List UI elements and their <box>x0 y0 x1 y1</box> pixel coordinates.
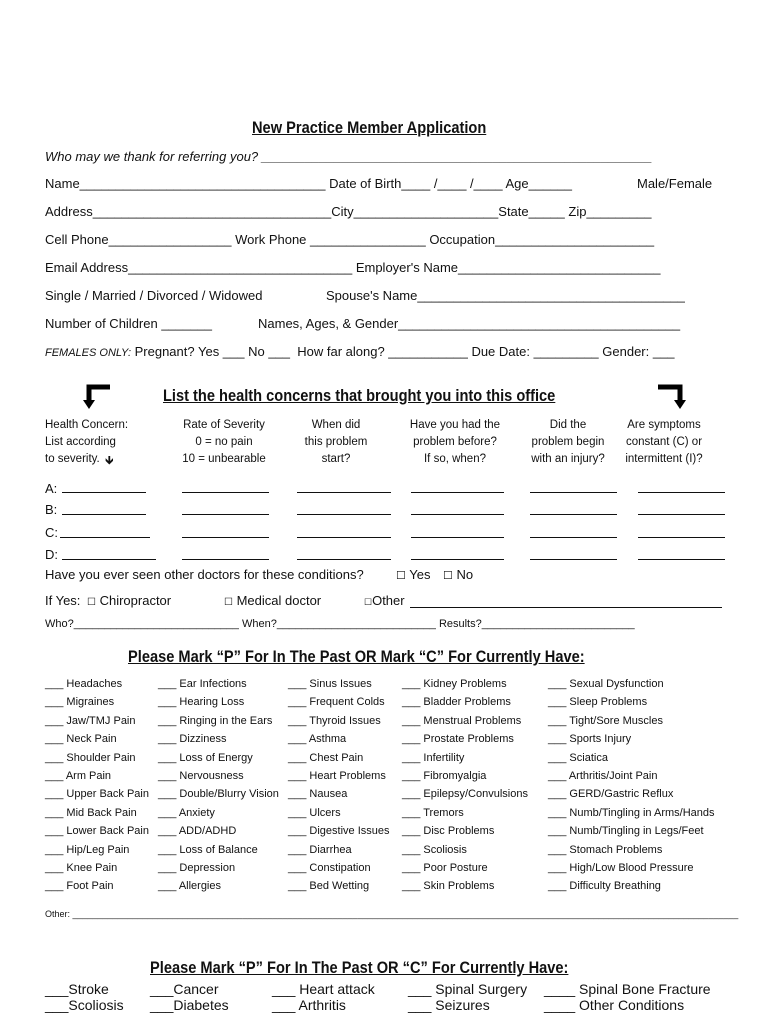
condition-item[interactable] <box>45 696 114 708</box>
family-arthritis[interactable]: ___ Arthritis <box>272 997 346 1013</box>
condition-blank[interactable]: ___ <box>158 788 180 801</box>
constant-c-input[interactable] <box>638 537 725 538</box>
condition-item[interactable] <box>158 770 244 782</box>
condition-blank[interactable]: ___ <box>158 678 180 690</box>
condition-blank[interactable]: ___ <box>158 733 180 746</box>
condition-label: Chest Pain <box>309 751 364 764</box>
condition-item[interactable] <box>288 733 346 745</box>
females-only-row[interactable] <box>45 344 675 359</box>
condition-label: Hip/Leg Pain <box>66 843 130 856</box>
condition-blank[interactable]: ___ <box>402 696 424 709</box>
condition-item[interactable] <box>548 862 694 874</box>
condition-label: Difficulty Breathing <box>569 880 661 893</box>
other-conditions-field[interactable]: Other: _____________________________________________________________________________________________________________________________________ <box>45 909 739 919</box>
condition-label: Tight/Sore Muscles <box>569 714 663 727</box>
condition-label: Sinus Issues <box>309 678 372 690</box>
condition-label: Knee Pain <box>66 862 118 874</box>
condition-item[interactable] <box>402 770 486 782</box>
condition-item[interactable] <box>288 752 363 764</box>
other-option[interactable] <box>364 593 405 608</box>
condition-label: Digestive Issues <box>309 825 390 838</box>
condition-blank[interactable]: ___ <box>548 788 570 801</box>
condition-item[interactable] <box>158 825 236 837</box>
condition-blank[interactable]: ___ <box>548 806 570 819</box>
condition-label: Dizziness <box>179 733 227 746</box>
condition-label: Bladder Problems <box>423 696 511 709</box>
header-health-concern-text: Health Concern: List according to severity. <box>45 419 129 465</box>
condition-label: Arthritis/Joint Pain <box>568 770 658 782</box>
condition-blank[interactable]: ___ <box>288 770 310 782</box>
before-d-input[interactable] <box>411 559 504 560</box>
condition-blank[interactable]: ___ <box>288 788 310 801</box>
start-b-input[interactable] <box>297 514 391 515</box>
condition-label: Mid Back Pain <box>66 806 137 819</box>
checkbox-icon[interactable]: ☐ <box>224 597 233 608</box>
condition-blank[interactable]: ___ <box>158 862 180 874</box>
arrow-down-right-icon <box>656 384 688 410</box>
referral-field[interactable]: Who may we thank for referring you? ______________________________________________________ <box>45 149 653 164</box>
condition-blank[interactable]: ___ <box>45 751 67 764</box>
row-label-a: A: <box>45 481 58 496</box>
condition-item[interactable] <box>402 752 464 764</box>
condition-item[interactable] <box>288 844 352 856</box>
seen-other-yes[interactable] <box>396 567 430 582</box>
condition-blank[interactable]: ___ <box>402 788 424 801</box>
no-label: No <box>456 567 474 582</box>
condition-blank[interactable]: ___ <box>45 696 67 709</box>
condition-label: ADD/ADHD <box>178 825 237 838</box>
condition-label: Nervousness <box>179 770 244 782</box>
constant-d-input[interactable] <box>638 559 725 560</box>
condition-label: Epilepsy/Convulsions <box>423 788 528 801</box>
females-only-label: FEMALES ONLY: <box>45 347 131 359</box>
condition-label: Disc Problems <box>423 825 495 838</box>
condition-blank[interactable]: ___ <box>288 733 309 746</box>
condition-item[interactable] <box>45 807 137 819</box>
header-constant-intermittent: Are symptoms constant (C) or intermittent (I)? <box>625 419 703 465</box>
condition-item[interactable] <box>548 844 662 856</box>
condition-blank[interactable]: ___ <box>402 751 424 764</box>
condition-label: Sleep Problems <box>569 696 648 709</box>
condition-item[interactable] <box>548 770 657 782</box>
condition-label: Arm Pain <box>65 770 112 782</box>
condition-label: Anxiety <box>178 806 215 819</box>
condition-item[interactable] <box>548 788 673 800</box>
condition-label: Stomach Problems <box>569 843 663 856</box>
condition-item[interactable] <box>402 825 494 837</box>
condition-blank[interactable]: ___ <box>158 806 179 819</box>
severity-c-input[interactable] <box>182 537 269 538</box>
constant-b-input[interactable] <box>638 514 725 515</box>
concern-d-input[interactable] <box>62 559 156 560</box>
condition-item[interactable] <box>45 752 136 764</box>
condition-blank[interactable]: ___ <box>548 733 570 746</box>
before-a-input[interactable] <box>411 492 504 493</box>
condition-blank[interactable]: ___ <box>548 678 570 690</box>
condition-blank[interactable]: ___ <box>45 880 67 893</box>
condition-item[interactable] <box>158 880 221 892</box>
condition-blank[interactable]: ___ <box>402 714 424 727</box>
condition-item[interactable] <box>45 678 122 690</box>
condition-label: Shoulder Pain <box>66 751 136 764</box>
severity-b-input[interactable] <box>182 514 269 515</box>
condition-blank[interactable]: ___ <box>548 825 570 838</box>
condition-label: GERD/Gastric Reflux <box>569 788 674 801</box>
condition-label: Loss of Balance <box>179 843 258 856</box>
header-when-start: When did this problem start? <box>304 419 368 465</box>
condition-item[interactable] <box>45 733 117 745</box>
condition-blank[interactable]: ___ <box>45 714 67 727</box>
condition-blank[interactable]: ___ <box>158 751 180 764</box>
condition-blank[interactable]: ___ <box>45 770 66 782</box>
condition-blank[interactable]: ___ <box>288 825 310 838</box>
condition-item[interactable] <box>45 770 111 782</box>
condition-item[interactable] <box>402 862 488 874</box>
header-injury: Did the problem begin with an injury? <box>531 419 605 465</box>
row-label-d: D: <box>45 547 58 562</box>
condition-label: Sciatica <box>569 751 608 764</box>
start-c-input[interactable] <box>297 537 391 538</box>
condition-blank[interactable]: ___ <box>45 862 67 874</box>
condition-label: Headaches <box>66 678 123 690</box>
condition-blank[interactable]: ___ <box>288 806 310 819</box>
condition-label: Heart Problems <box>309 770 386 782</box>
condition-item[interactable] <box>158 678 247 690</box>
condition-label: Skin Problems <box>423 880 495 893</box>
condition-blank[interactable]: ___ <box>158 696 180 709</box>
condition-item[interactable] <box>288 715 381 727</box>
condition-item[interactable] <box>402 715 521 727</box>
concern-b-input[interactable] <box>62 514 146 515</box>
checkbox-icon[interactable]: ☐ <box>87 597 96 608</box>
condition-item[interactable] <box>288 678 372 690</box>
condition-blank[interactable]: ___ <box>158 825 179 838</box>
condition-blank[interactable]: ___ <box>548 696 570 709</box>
if-yes-label: If Yes: <box>45 593 81 608</box>
condition-item[interactable] <box>402 788 528 800</box>
row-label-b: B: <box>45 502 58 517</box>
before-b-input[interactable] <box>411 514 504 515</box>
condition-blank[interactable]: ___ <box>158 714 180 727</box>
condition-blank[interactable]: ___ <box>402 843 424 856</box>
condition-item[interactable] <box>548 880 661 892</box>
medical-doctor-option[interactable] <box>224 593 321 608</box>
family-spinal-fracture[interactable]: ____ Spinal Bone Fracture <box>544 981 711 997</box>
condition-blank[interactable]: ___ <box>45 825 67 838</box>
condition-label: Nausea <box>309 788 348 801</box>
condition-label: Bed Wetting <box>309 880 370 893</box>
health-concerns-title: List the health concerns that brought you into this office <box>163 386 556 405</box>
condition-blank[interactable]: ___ <box>548 770 569 782</box>
before-c-input[interactable] <box>411 537 504 538</box>
other-doctor-input[interactable] <box>410 607 722 608</box>
condition-blank[interactable]: ___ <box>288 880 310 893</box>
condition-item[interactable] <box>45 825 149 837</box>
injury-c-input[interactable] <box>530 537 617 538</box>
condition-blank[interactable]: ___ <box>45 806 67 819</box>
condition-blank[interactable]: ___ <box>402 770 424 782</box>
condition-item[interactable] <box>158 862 235 874</box>
medical-doctor-label: Medical doctor <box>236 593 322 608</box>
condition-label: Loss of Energy <box>179 751 253 764</box>
condition-blank[interactable]: ___ <box>45 678 67 690</box>
condition-item[interactable] <box>402 807 464 819</box>
checkbox-icon[interactable]: ☐ <box>396 570 406 582</box>
condition-item[interactable] <box>158 807 215 819</box>
females-only-fields[interactable]: Pregnant? Yes ___ No ___ How far along? ___________ Due Date: _________ Gender: ___ <box>131 344 675 359</box>
condition-label: Numb/Tingling in Arms/Hands <box>569 806 715 819</box>
condition-item[interactable] <box>45 862 117 874</box>
condition-blank[interactable]: ___ <box>45 733 67 746</box>
condition-item[interactable] <box>45 844 129 856</box>
condition-item[interactable] <box>402 696 511 708</box>
condition-item[interactable] <box>288 862 371 874</box>
condition-blank[interactable]: ___ <box>288 678 310 690</box>
family-seizures[interactable]: ___ Seizures <box>408 997 490 1013</box>
condition-label: Thyroid Issues <box>309 714 381 727</box>
who-when-results-field[interactable]: Who?___________________________ When?__________________________ Results?_________________________ <box>45 618 635 630</box>
concern-c-input[interactable] <box>60 537 150 538</box>
condition-blank[interactable]: ___ <box>45 788 67 801</box>
past-current-title: Please Mark “P” For In The Past OR Mark “C” For Currently Have: <box>128 647 585 666</box>
condition-blank[interactable]: ___ <box>548 862 570 874</box>
condition-label: Depression <box>179 862 236 874</box>
family-stroke[interactable]: ___Stroke <box>45 981 109 997</box>
name-dob-age-field[interactable]: Name__________________________________ Date of Birth____ /____ /____ Age______ <box>45 176 572 191</box>
condition-label: Numb/Tingling in Legs/Feet <box>569 825 704 838</box>
severity-a-input[interactable] <box>182 492 269 493</box>
condition-label: Foot Pain <box>66 880 114 893</box>
condition-item[interactable] <box>158 733 227 745</box>
condition-blank[interactable]: ___ <box>288 696 310 709</box>
condition-item[interactable] <box>288 770 386 782</box>
condition-item[interactable] <box>402 733 514 745</box>
condition-blank[interactable]: ___ <box>158 880 179 893</box>
condition-blank[interactable]: ___ <box>288 862 310 874</box>
condition-label: Menstrual Problems <box>423 714 522 727</box>
header-severity: Rate of Severity 0 = no pain 10 = unbearable <box>182 419 266 465</box>
condition-item[interactable] <box>45 880 114 892</box>
severity-d-input[interactable] <box>182 559 269 560</box>
condition-item[interactable] <box>288 807 341 819</box>
seen-other-no[interactable] <box>443 567 473 582</box>
children-count-field[interactable]: Number of Children _______ <box>45 316 212 331</box>
injury-b-input[interactable] <box>530 514 617 515</box>
condition-blank[interactable]: ___ <box>288 843 310 856</box>
concern-a-input[interactable] <box>62 492 146 493</box>
family-scoliosis[interactable]: ___Scoliosis <box>45 997 124 1013</box>
condition-item[interactable] <box>402 678 507 690</box>
condition-blank[interactable]: ___ <box>288 751 310 764</box>
condition-label: Scoliosis <box>423 843 467 856</box>
checkbox-icon[interactable]: ☐ <box>364 597 373 607</box>
condition-blank[interactable]: ___ <box>402 825 424 838</box>
form-title: New Practice Member Application <box>252 118 487 137</box>
condition-item[interactable] <box>402 880 494 892</box>
condition-blank[interactable]: ___ <box>548 843 570 856</box>
family-cancer[interactable]: ___Cancer <box>150 981 219 997</box>
condition-item[interactable] <box>288 696 385 708</box>
family-history-title: Please Mark “P” For In The Past OR “C” For Currently Have: <box>150 958 569 977</box>
gender-field[interactable]: Male/Female <box>637 176 713 191</box>
condition-item[interactable] <box>288 880 369 892</box>
condition-label: Poor Posture <box>423 862 488 874</box>
condition-label: High/Low Blood Pressure <box>569 862 694 874</box>
condition-blank[interactable]: ___ <box>548 880 570 893</box>
condition-label: Lower Back Pain <box>66 825 149 838</box>
marital-status-field[interactable]: Single / Married / Divorced / Widowed <box>45 288 263 303</box>
other-label: Other <box>372 593 405 608</box>
condition-item[interactable] <box>402 844 467 856</box>
address-field[interactable]: Address_________________________________City____________________State_____ Zip_________ <box>45 204 652 219</box>
arrow-down-small-icon: 🡻 <box>105 453 114 467</box>
family-other-conditions[interactable]: ____ Other Conditions <box>544 997 685 1013</box>
condition-item[interactable] <box>548 807 715 819</box>
condition-item[interactable] <box>158 752 253 764</box>
condition-label: Sports Injury <box>569 733 632 746</box>
condition-blank[interactable]: ___ <box>548 714 570 727</box>
condition-item[interactable] <box>548 733 631 745</box>
yes-label: Yes <box>409 567 431 582</box>
condition-item[interactable] <box>548 825 704 837</box>
condition-blank[interactable]: ___ <box>402 880 424 893</box>
condition-blank[interactable]: ___ <box>402 733 424 746</box>
children-names-field[interactable]: Names, Ages, & Gender_______________________________________ <box>258 316 681 331</box>
injury-a-input[interactable] <box>530 492 617 493</box>
family-diabetes[interactable]: ___Diabetes <box>150 997 229 1013</box>
condition-label: Jaw/TMJ Pain <box>66 714 136 727</box>
header-health-concern <box>45 417 165 468</box>
chiropractor-label: Chiropractor <box>99 593 172 608</box>
row-label-c: C: <box>45 525 58 540</box>
condition-item[interactable] <box>548 752 608 764</box>
condition-blank[interactable]: ___ <box>158 843 180 856</box>
condition-label: Kidney Problems <box>423 678 507 690</box>
condition-blank[interactable]: ___ <box>288 714 310 727</box>
condition-label: Asthma <box>308 733 347 746</box>
condition-label: Sexual Dysfunction <box>569 678 664 690</box>
condition-label: Upper Back Pain <box>66 788 149 801</box>
condition-label: Hearing Loss <box>179 696 245 709</box>
condition-item[interactable] <box>548 696 647 708</box>
condition-label: Frequent Colds <box>309 696 385 709</box>
condition-label: Prostate Problems <box>423 733 514 746</box>
constant-a-input[interactable] <box>638 492 725 493</box>
condition-item[interactable] <box>45 788 149 800</box>
condition-label: Diarrhea <box>309 843 352 856</box>
seen-other-doctors-question: Have you ever seen other doctors for these conditions? <box>45 567 364 582</box>
condition-label: Ear Infections <box>179 678 247 690</box>
condition-label: Tremors <box>423 806 464 819</box>
condition-label: Fibromyalgia <box>423 770 487 782</box>
condition-blank[interactable]: ___ <box>158 770 180 782</box>
condition-item[interactable] <box>45 715 136 727</box>
chiropractor-option[interactable] <box>87 593 171 608</box>
spouse-name-field[interactable]: Spouse's Name_____________________________________ <box>326 288 685 303</box>
checkbox-icon[interactable]: ☐ <box>443 570 453 582</box>
condition-blank[interactable]: ___ <box>45 843 67 856</box>
condition-label: Allergies <box>178 880 221 893</box>
condition-label: Double/Blurry Vision <box>179 788 279 801</box>
condition-blank[interactable]: ___ <box>402 862 424 874</box>
condition-label: Migraines <box>66 696 115 709</box>
condition-item[interactable] <box>158 788 279 800</box>
condition-item[interactable] <box>158 844 258 856</box>
condition-blank[interactable]: ___ <box>548 751 570 764</box>
condition-item[interactable] <box>548 678 664 690</box>
header-had-before: Have you had the problem before? If so, when? <box>409 419 501 465</box>
condition-item[interactable] <box>158 715 272 727</box>
condition-label: Ringing in the Ears <box>179 714 273 727</box>
family-spinal-surgery[interactable]: ___ Spinal Surgery <box>408 981 528 997</box>
family-heart-attack[interactable]: ___ Heart attack <box>272 981 375 997</box>
condition-item[interactable] <box>158 696 244 708</box>
condition-item[interactable] <box>288 825 390 837</box>
condition-label: Infertility <box>423 751 465 764</box>
email-employer-field[interactable]: Email Address_______________________________ Employer's Name____________________________ <box>45 260 661 275</box>
condition-item[interactable] <box>548 715 663 727</box>
start-a-input[interactable] <box>297 492 391 493</box>
start-d-input[interactable] <box>297 559 391 560</box>
condition-label: Constipation <box>309 862 371 874</box>
condition-blank[interactable]: ___ <box>402 678 424 690</box>
condition-label: Neck Pain <box>66 733 117 746</box>
arrow-down-left-icon <box>82 384 112 410</box>
condition-item[interactable] <box>288 788 347 800</box>
injury-d-input[interactable] <box>530 559 617 560</box>
condition-blank[interactable]: ___ <box>402 806 424 819</box>
phone-occupation-field[interactable]: Cell Phone_________________ Work Phone ________________ Occupation______________________ <box>45 232 655 247</box>
condition-label: Ulcers <box>309 806 341 819</box>
